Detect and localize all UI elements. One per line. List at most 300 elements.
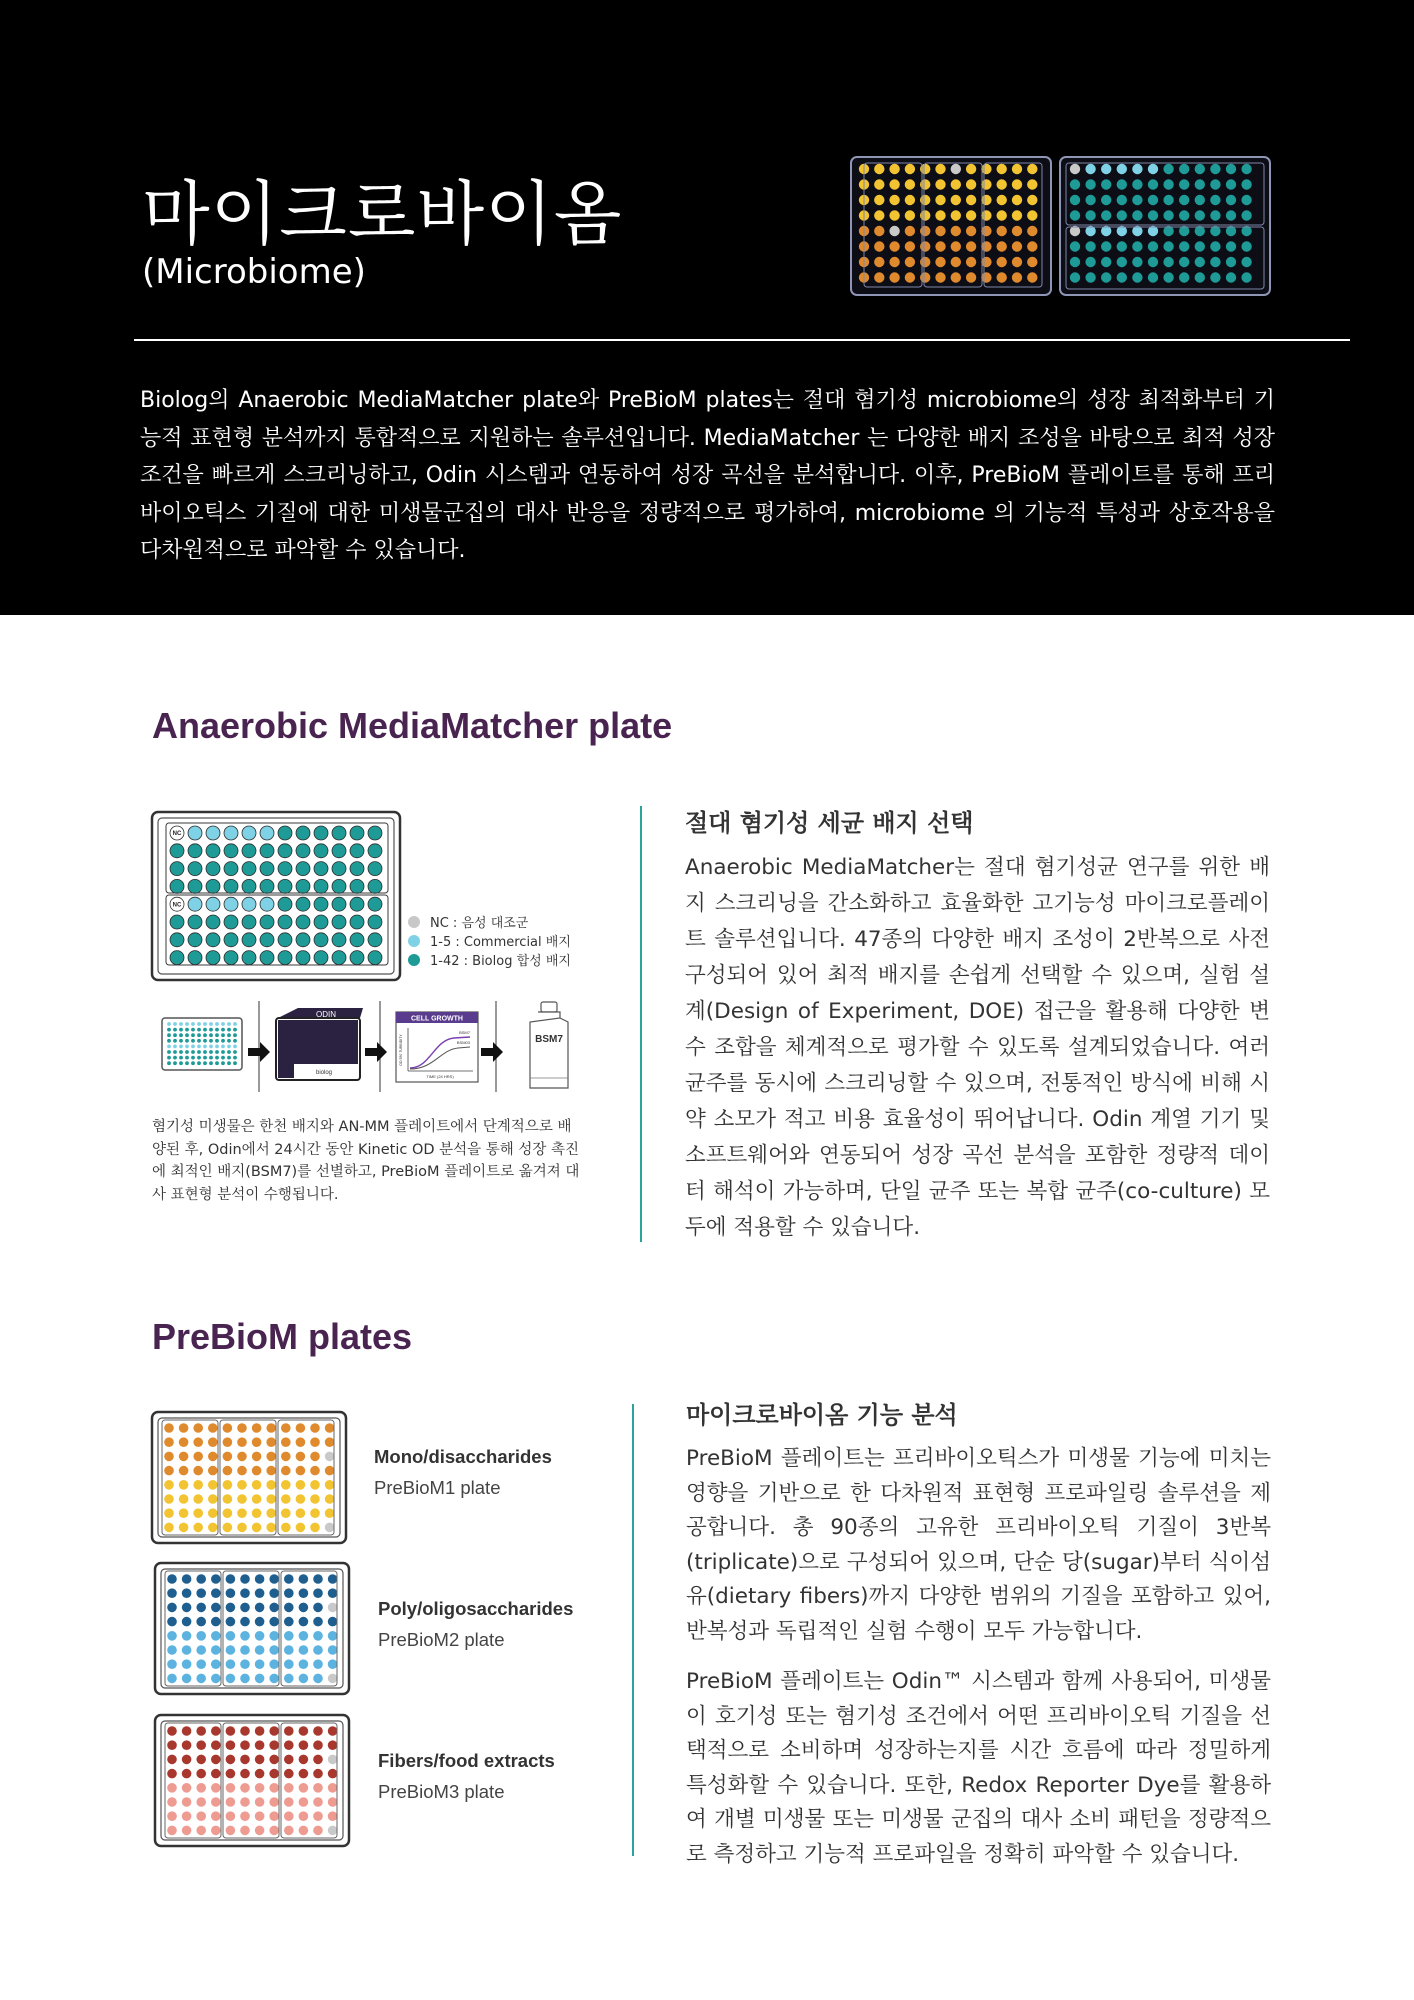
hero-well bbox=[1148, 257, 1158, 267]
hero-well bbox=[1179, 179, 1189, 189]
prebiom-well bbox=[269, 1769, 279, 1779]
mini-well bbox=[221, 1028, 225, 1032]
hero-well bbox=[889, 195, 899, 205]
prebiom-well bbox=[328, 1617, 338, 1627]
prebiom-well bbox=[240, 1769, 250, 1779]
prebiom-well bbox=[313, 1659, 323, 1669]
prebiom-well bbox=[313, 1631, 323, 1641]
prebiom3-label bbox=[378, 1750, 555, 1803]
mini-well bbox=[233, 1050, 237, 1054]
mini-well bbox=[221, 1045, 225, 1049]
hero-well bbox=[1132, 195, 1142, 205]
mini-well bbox=[215, 1061, 219, 1065]
hero-well bbox=[1163, 241, 1173, 251]
prebiom-well bbox=[281, 1437, 291, 1447]
prebiom-well bbox=[237, 1480, 247, 1490]
mini-well bbox=[197, 1061, 201, 1065]
prebiom-well bbox=[237, 1423, 247, 1433]
prebiom-well bbox=[223, 1423, 233, 1433]
hero-well bbox=[1179, 241, 1189, 251]
mini-well bbox=[233, 1033, 237, 1037]
hero-well bbox=[889, 257, 899, 267]
hero-well bbox=[889, 210, 899, 220]
mm-well bbox=[170, 951, 184, 965]
mini-well bbox=[203, 1061, 207, 1065]
prebiom-well bbox=[284, 1826, 294, 1836]
mini-well bbox=[227, 1039, 231, 1043]
prebiom-well bbox=[196, 1783, 206, 1793]
hero-well bbox=[1132, 164, 1142, 174]
prebiom-well bbox=[284, 1797, 294, 1807]
prebiom-well bbox=[281, 1523, 291, 1533]
mini-well bbox=[233, 1061, 237, 1065]
prebiom-well bbox=[328, 1783, 338, 1793]
prebiom-well bbox=[196, 1674, 206, 1684]
hero-well bbox=[1241, 272, 1251, 282]
prebiom-well bbox=[164, 1423, 174, 1433]
prebiom-well bbox=[296, 1480, 306, 1490]
prebiom-well bbox=[167, 1588, 177, 1598]
prebiom-well bbox=[226, 1588, 236, 1598]
prebiom-well bbox=[310, 1480, 320, 1490]
prebiom-well bbox=[182, 1631, 192, 1641]
legend-label-commercial: 1-5 : Commercial 배지 bbox=[430, 935, 571, 950]
hero-well bbox=[874, 195, 884, 205]
hero-well bbox=[905, 195, 915, 205]
mini-well bbox=[173, 1039, 177, 1043]
hero-well bbox=[966, 164, 976, 174]
prebiom-well bbox=[310, 1466, 320, 1476]
hero-well bbox=[951, 164, 961, 174]
legend-item-biolog bbox=[408, 950, 571, 969]
prebiom-well bbox=[252, 1494, 262, 1504]
mm-well bbox=[350, 879, 364, 893]
hero-well bbox=[951, 179, 961, 189]
prebiom-well bbox=[182, 1811, 192, 1821]
mm-well bbox=[368, 951, 382, 965]
prebiom-well bbox=[208, 1494, 218, 1504]
prebiom-well bbox=[179, 1523, 189, 1533]
hero-well bbox=[997, 210, 1007, 220]
hero-well bbox=[1012, 257, 1022, 267]
prebiom-well bbox=[196, 1631, 206, 1641]
prebiom-well bbox=[196, 1659, 206, 1669]
hero-well bbox=[935, 241, 945, 251]
prebiom-well bbox=[310, 1437, 320, 1447]
prebiom-well bbox=[299, 1645, 309, 1655]
bottle-label: BSM7 bbox=[535, 1034, 563, 1045]
prebiom2-plate-illustration bbox=[153, 1561, 351, 1696]
bottle-icon bbox=[530, 1002, 568, 1088]
mm-well bbox=[206, 951, 220, 965]
mm-well bbox=[224, 826, 238, 840]
mini-well bbox=[167, 1039, 171, 1043]
prebiom-well bbox=[296, 1494, 306, 1504]
mini-well bbox=[227, 1033, 231, 1037]
prebiom-well bbox=[310, 1452, 320, 1462]
hero-well bbox=[935, 179, 945, 189]
mini-well bbox=[179, 1033, 183, 1037]
prebiom-well bbox=[281, 1452, 291, 1462]
prebiom-well bbox=[313, 1574, 323, 1584]
mm-well bbox=[188, 897, 202, 911]
prebiom-well bbox=[240, 1574, 250, 1584]
mm-well bbox=[260, 844, 274, 858]
prebiom1-subtitle: PreBioM1 plate bbox=[374, 1477, 501, 1498]
prebiom1-title: Mono/disaccharides bbox=[374, 1446, 552, 1467]
prebiom-well bbox=[226, 1811, 236, 1821]
prebiom-well bbox=[182, 1588, 192, 1598]
hero-well bbox=[951, 226, 961, 236]
hero-well bbox=[905, 210, 915, 220]
mini-well bbox=[167, 1033, 171, 1037]
mm-well bbox=[332, 915, 346, 929]
hero-well bbox=[997, 272, 1007, 282]
hero-divider bbox=[134, 339, 1350, 341]
hero-well bbox=[951, 241, 961, 251]
prebiom-well bbox=[313, 1674, 323, 1684]
hero-well bbox=[1163, 179, 1173, 189]
mm-well bbox=[206, 879, 220, 893]
hero-well bbox=[1101, 257, 1111, 267]
hero-well bbox=[1241, 241, 1251, 251]
hero-banner bbox=[0, 0, 1414, 615]
mini-well bbox=[185, 1028, 189, 1032]
prebiom-well bbox=[226, 1631, 236, 1641]
prebiom-well bbox=[269, 1659, 279, 1669]
hero-well bbox=[1226, 272, 1236, 282]
mini-well bbox=[221, 1039, 225, 1043]
hero-well bbox=[1085, 272, 1095, 282]
prebiom-well bbox=[325, 1494, 335, 1504]
mm-well bbox=[206, 826, 220, 840]
prebiom-well bbox=[226, 1755, 236, 1765]
prebiom-well bbox=[182, 1726, 192, 1736]
mm-well bbox=[350, 862, 364, 876]
hero-well bbox=[1210, 179, 1220, 189]
hero-well bbox=[981, 226, 991, 236]
mini-well bbox=[221, 1050, 225, 1054]
hero-well bbox=[1195, 241, 1205, 251]
prebiom-well bbox=[266, 1466, 276, 1476]
hero-well bbox=[997, 226, 1007, 236]
mini-well bbox=[233, 1039, 237, 1043]
prebiom-well bbox=[208, 1480, 218, 1490]
prebiom-well bbox=[211, 1769, 221, 1779]
prebiom-well bbox=[299, 1588, 309, 1598]
hero-well bbox=[874, 241, 884, 251]
prebiom-well bbox=[266, 1480, 276, 1490]
hero-well bbox=[1163, 210, 1173, 220]
hero-well bbox=[1210, 241, 1220, 251]
hero-well bbox=[1101, 241, 1111, 251]
mini-well bbox=[185, 1045, 189, 1049]
hero-well bbox=[1226, 210, 1236, 220]
prebiom-well bbox=[226, 1659, 236, 1669]
prebiom-well bbox=[255, 1631, 265, 1641]
prebiom-well bbox=[196, 1603, 206, 1613]
hero-well bbox=[1101, 210, 1111, 220]
hero-well bbox=[997, 241, 1007, 251]
prebiom-well bbox=[223, 1523, 233, 1533]
prebiom-well bbox=[223, 1437, 233, 1447]
hero-well bbox=[1070, 241, 1080, 251]
mini-well bbox=[179, 1050, 183, 1054]
mini-well bbox=[215, 1045, 219, 1049]
hero-well bbox=[889, 179, 899, 189]
mini-well bbox=[233, 1045, 237, 1049]
hero-well bbox=[1132, 272, 1142, 282]
mm-well bbox=[188, 933, 202, 947]
hero-plates-illustration bbox=[850, 155, 1275, 300]
prebiom-well bbox=[167, 1769, 177, 1779]
hero-well bbox=[966, 257, 976, 267]
prebiom3-title: Fibers/food extracts bbox=[378, 1750, 555, 1771]
prebiom-well bbox=[266, 1423, 276, 1433]
mini-well bbox=[191, 1061, 195, 1065]
prebiom-well bbox=[313, 1740, 323, 1750]
hero-well bbox=[966, 210, 976, 220]
mm-well bbox=[332, 826, 346, 840]
prebiom-well bbox=[240, 1797, 250, 1807]
hero-well bbox=[1027, 272, 1037, 282]
mini-well bbox=[185, 1022, 189, 1026]
mini-well bbox=[173, 1050, 177, 1054]
prebiom-well bbox=[226, 1797, 236, 1807]
prebiom-well bbox=[310, 1508, 320, 1518]
hero-well bbox=[1163, 272, 1173, 282]
prebiom-well bbox=[252, 1480, 262, 1490]
hero-well bbox=[874, 210, 884, 220]
prebiom-well bbox=[299, 1726, 309, 1736]
mm-well bbox=[242, 844, 256, 858]
hero-well bbox=[1163, 195, 1173, 205]
hero-well bbox=[1179, 257, 1189, 267]
prebiom-well bbox=[193, 1494, 203, 1504]
prebiom-well bbox=[240, 1603, 250, 1613]
hero-well bbox=[1117, 241, 1127, 251]
hero-well bbox=[1210, 272, 1220, 282]
mm-well bbox=[206, 862, 220, 876]
prebiom-well bbox=[211, 1617, 221, 1627]
mm-well bbox=[188, 826, 202, 840]
mm-well bbox=[296, 862, 310, 876]
hero-well bbox=[1101, 179, 1111, 189]
mm-well bbox=[278, 951, 292, 965]
mm-well bbox=[188, 862, 202, 876]
prebiom-heading: 마이크로바이옴 기능 분석 bbox=[686, 1401, 958, 1429]
prebiom-well bbox=[328, 1726, 338, 1736]
mm-well bbox=[278, 915, 292, 929]
prebiom-well bbox=[240, 1645, 250, 1655]
prebiom-well bbox=[164, 1437, 174, 1447]
prebiom-well bbox=[299, 1826, 309, 1836]
hero-well bbox=[1117, 195, 1127, 205]
prebiom-well bbox=[328, 1811, 338, 1821]
mm-well bbox=[332, 897, 346, 911]
prebiom-well bbox=[226, 1674, 236, 1684]
prebiom-well bbox=[255, 1726, 265, 1736]
mini-well bbox=[197, 1033, 201, 1037]
hero-well bbox=[966, 179, 976, 189]
mini-well bbox=[233, 1028, 237, 1032]
prebiom-well bbox=[226, 1603, 236, 1613]
mm-well bbox=[296, 879, 310, 893]
legend-dot-light-blue bbox=[408, 935, 420, 947]
prebiom-well bbox=[255, 1826, 265, 1836]
mini-well bbox=[209, 1033, 213, 1037]
prebiom-well bbox=[269, 1645, 279, 1655]
prebiom-well bbox=[284, 1740, 294, 1750]
prebiom-well bbox=[240, 1631, 250, 1641]
prebiom-well bbox=[196, 1797, 206, 1807]
prebiom-well bbox=[252, 1508, 262, 1518]
mini-well bbox=[221, 1022, 225, 1026]
mini-well bbox=[221, 1056, 225, 1060]
mm-well bbox=[242, 862, 256, 876]
prebiom-well bbox=[211, 1603, 221, 1613]
prebiom-well bbox=[299, 1674, 309, 1684]
hero-well bbox=[905, 164, 915, 174]
hero-well bbox=[1210, 164, 1220, 174]
hero-well bbox=[1148, 179, 1158, 189]
mini-well bbox=[197, 1039, 201, 1043]
prebiom-well bbox=[211, 1574, 221, 1584]
prebiom-well bbox=[255, 1674, 265, 1684]
prebiom-well bbox=[255, 1755, 265, 1765]
mm-well bbox=[278, 933, 292, 947]
hero-well bbox=[1027, 179, 1037, 189]
hero-well bbox=[874, 226, 884, 236]
hero-well bbox=[1226, 179, 1236, 189]
mini-well bbox=[167, 1050, 171, 1054]
mini-well bbox=[191, 1039, 195, 1043]
prebiom-well bbox=[196, 1617, 206, 1627]
prebiom-well bbox=[299, 1755, 309, 1765]
prebiom2-label bbox=[378, 1598, 573, 1651]
mini-well bbox=[179, 1039, 183, 1043]
mini-well bbox=[203, 1045, 207, 1049]
mini-well bbox=[173, 1056, 177, 1060]
prebiom-well bbox=[240, 1755, 250, 1765]
mini-well bbox=[215, 1039, 219, 1043]
prebiom-well bbox=[325, 1523, 335, 1533]
hero-well bbox=[1210, 210, 1220, 220]
prebiom-well bbox=[255, 1603, 265, 1613]
prebiom-well bbox=[299, 1659, 309, 1669]
mm-well bbox=[188, 951, 202, 965]
mm-well bbox=[296, 897, 310, 911]
mm-well bbox=[260, 933, 274, 947]
hero-well bbox=[1117, 164, 1127, 174]
hero-well bbox=[905, 226, 915, 236]
mm-well bbox=[296, 915, 310, 929]
prebiom-well bbox=[179, 1480, 189, 1490]
prebiom-well bbox=[269, 1740, 279, 1750]
line-a-label: BSM7 bbox=[459, 1030, 470, 1035]
mini-well bbox=[167, 1028, 171, 1032]
legend-item-commercial bbox=[408, 931, 571, 950]
arrow-icon bbox=[365, 1042, 387, 1062]
prebiom-well bbox=[211, 1826, 221, 1836]
mm-well bbox=[260, 826, 274, 840]
mm-well bbox=[260, 951, 274, 965]
prebiom-well bbox=[237, 1437, 247, 1447]
prebiom-well bbox=[325, 1508, 335, 1518]
prebiom-well bbox=[211, 1659, 221, 1669]
prebiom-well bbox=[179, 1466, 189, 1476]
prebiom-well bbox=[193, 1452, 203, 1462]
prebiom-well bbox=[226, 1783, 236, 1793]
mini-well bbox=[215, 1050, 219, 1054]
hero-well bbox=[1012, 210, 1022, 220]
prebiom-well bbox=[284, 1755, 294, 1765]
hero-well bbox=[889, 226, 899, 236]
prebiom3-plate-illustration bbox=[153, 1713, 351, 1848]
mm-well bbox=[170, 933, 184, 947]
prebiom-well bbox=[299, 1783, 309, 1793]
prebiom-well bbox=[284, 1588, 294, 1598]
hero-well bbox=[981, 257, 991, 267]
mini-well bbox=[179, 1022, 183, 1026]
prebiom-well bbox=[164, 1480, 174, 1490]
prebiom-well bbox=[313, 1769, 323, 1779]
hero-well bbox=[889, 241, 899, 251]
mm-well bbox=[314, 862, 328, 876]
mm-well bbox=[188, 915, 202, 929]
prebiom-well bbox=[211, 1645, 221, 1655]
prebiom-well bbox=[237, 1494, 247, 1504]
hero-well bbox=[905, 179, 915, 189]
hero-well bbox=[997, 179, 1007, 189]
hero-well bbox=[1195, 210, 1205, 220]
hero-well bbox=[905, 272, 915, 282]
mini-well bbox=[203, 1039, 207, 1043]
mm-well bbox=[296, 844, 310, 858]
hero-well bbox=[1070, 257, 1080, 267]
mm-well bbox=[188, 879, 202, 893]
hero-well bbox=[1226, 241, 1236, 251]
mm-well bbox=[314, 915, 328, 929]
prebiom-well bbox=[328, 1645, 338, 1655]
prebiom-well bbox=[208, 1523, 218, 1533]
prebiom-well bbox=[284, 1811, 294, 1821]
prebiom-well bbox=[284, 1631, 294, 1641]
mini-well bbox=[215, 1056, 219, 1060]
prebiom-well bbox=[240, 1826, 250, 1836]
hero-well bbox=[1085, 210, 1095, 220]
mm-well bbox=[242, 951, 256, 965]
mini-well bbox=[179, 1056, 183, 1060]
prebiom-body-1: PreBioM 플레이트는 프리바이오틱스가 미생물 기능에 미치는 영향을 기반으로 한 다차원적 표현형 프로파일링 솔루션을 제공합니다. 총 90종의 고유한 프리바이오틱 기질이 3반복(triplicate)으로 구성되어 있으며, 단순 당(sugar)부터 식이섬유(dietary fibers)까지 다양한 범위의 기질을 포함하고 있어, 반복성과 독립적인 실험 수행이 모두 가능합니다. bbox=[686, 1446, 1271, 1644]
hero-well bbox=[935, 164, 945, 174]
hero-well bbox=[1179, 164, 1189, 174]
hero-well bbox=[997, 257, 1007, 267]
mini-well bbox=[167, 1045, 171, 1049]
prebiom-well bbox=[167, 1726, 177, 1736]
hero-well bbox=[1148, 195, 1158, 205]
prebiom-well bbox=[252, 1523, 262, 1533]
prebiom-well bbox=[269, 1588, 279, 1598]
mm-well bbox=[206, 897, 220, 911]
hero-well bbox=[1070, 210, 1080, 220]
mini-well bbox=[215, 1022, 219, 1026]
hero-well bbox=[1226, 257, 1236, 267]
hero-well bbox=[935, 226, 945, 236]
hero-well bbox=[1070, 164, 1080, 174]
prebiom-well bbox=[240, 1740, 250, 1750]
odin-instrument-icon bbox=[276, 1008, 363, 1080]
